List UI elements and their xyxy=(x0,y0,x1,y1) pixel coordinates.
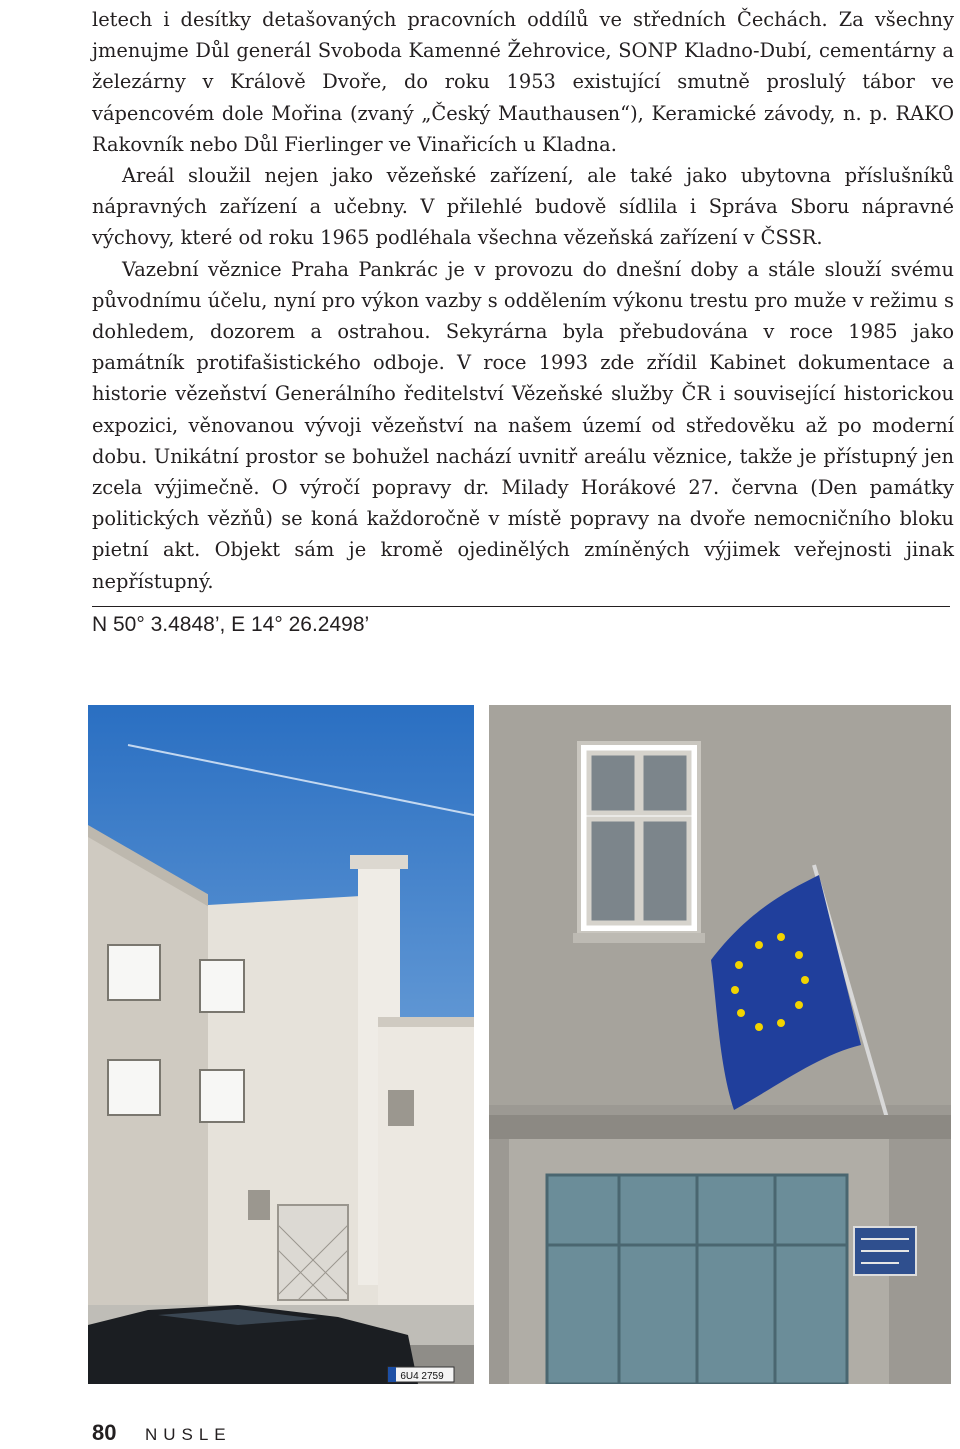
section-name: NUSLE xyxy=(144,1425,232,1444)
paragraph-2: Areál sloužil nejen jako vězeňské zařízení, ale také jako ubytovna příslušníků nápravných zařízení a učebny. V přilehlé budově sídlila i Správa Sboru nápravné výchovy, které od roku 1965 podléhala všechna vězeňská zařízení v ČSSR. xyxy=(92,164,954,250)
page-number: 80 xyxy=(92,1420,117,1445)
lattice-fence xyxy=(278,1205,348,1300)
photo-prison-building xyxy=(88,705,474,1384)
gps-coordinates: N 50° 3.4848’, E 14° 26.2498’ xyxy=(92,606,950,637)
paragraph-1: letech i desítky detašovaných pracovních oddílů ve středních Čechách. Za všechny jmenujme Důl generál Svoboda Kamenné Žehrovice, SONP Kladno-Dubí, cementárny a železárny v Králově Dvoře, do roku 1953 existující smutně proslulý tábor ve vápencovém dole Mořina (zvaný „Český Mauthausen“), Keramické závody, n. p. RAKO Rakovník nebo Důl Fierlinger ve Vinařicích u Kladna. xyxy=(92,8,954,156)
photo-entrance-eu-flag xyxy=(489,705,951,1384)
article-text xyxy=(92,4,954,597)
page-footer xyxy=(92,1420,232,1446)
license-plate-text: 6U4 2759 xyxy=(400,1371,444,1382)
paragraph-3: Vazební věznice Praha Pankrác je v provozu do dnešní doby a stále slouží svému původnímu účelu, nyní pro výkon vazby s oddělením výkonu trestu pro muže v režimu s dohledem, dozorem a ostrahou. Sekyrárna byla přebudována v roce 1985 jako památník protifašistického odboje. V roce 1993 zde zřídil Kabinet dokumentace a historie vězeňství Generálního ředitelství Vězeňské služby ČR i související historickou expozici, věnovanou vývoji vězeňství na našem území od středověku až po moderní dobu. Unikátní prostor se bohužel nachází uvnitř areálu věznice, takže je přístupný jen zcela výjimečně. O výročí popravy dr. Milady Horákové 27. června (Den památky politických vězňů) se koná každoročně v místě popravy na dvoře nemocničního bloku pietní akt. Objekt sám je kromě ojedinělých zmíněných výjimek veřejnosti jinak nepřístupný. xyxy=(92,257,954,593)
